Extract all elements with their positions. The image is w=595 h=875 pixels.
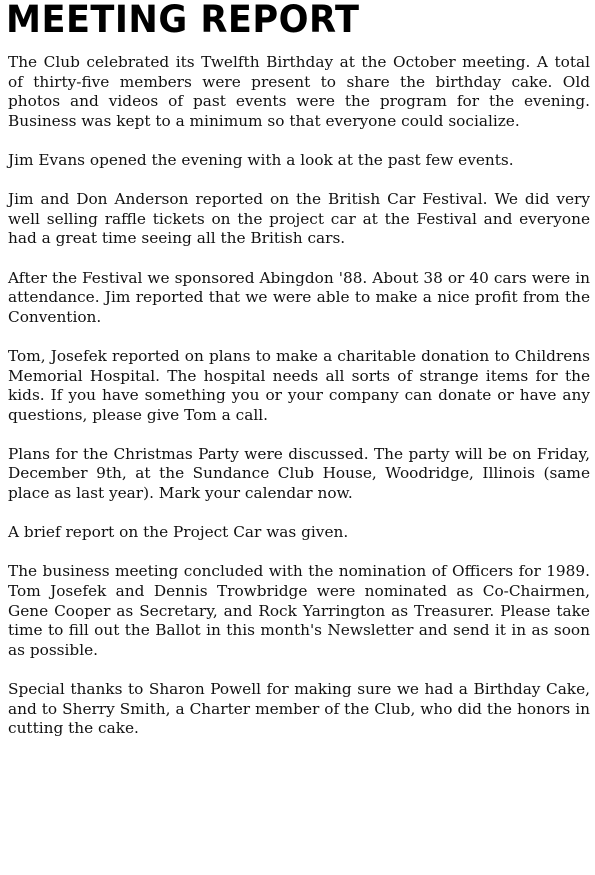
paragraph-nominations: The business meeting concluded with the nomination of Officers for 1989. Tom Josefek and Dennis Trowbridge were nominated as Co-Chairmen, Gene Cooper as Secretary, and Rock Yarrington as Treasurer. Please take time to fill out the Ballot in this month's Newsletter and send it in as soon as possible.	[8, 562, 590, 659]
page-title: MEETING REPORT	[6, 0, 360, 41]
report-body	[8, 53, 590, 758]
paragraph-thanks: Special thanks to Sharon Powell for making sure we had a Birthday Cake, and to Sherry Smith, a Charter member of the Club, who did the honors in cutting the cake.	[8, 680, 590, 738]
paragraph-birthday: The Club celebrated its Twelfth Birthday at the October meeting. A total of thirty-five members were present to share the birthday cake. Old photos and videos of past events were the program for the evening. Business was kept to a minimum so that everyone could socialize.	[8, 53, 590, 130]
paragraph-christmas-party: Plans for the Christmas Party were discussed. The party will be on Friday, December 9th, at the Sundance Club House, Woodridge, Illinois (same place as last year). Mark your calendar now.	[8, 444, 590, 503]
paragraph-project-car: A brief report on the Project Car was given.	[8, 523, 349, 542]
paragraph-opening: Jim Evans opened the evening with a look at the past few events.	[8, 150, 514, 169]
paragraph-abingdon: After the Festival we sponsored Abingdon '88. About 38 or 40 cars were in attendance. Jim reported that we were able to make a nice profit from the Convention.	[8, 268, 590, 326]
paragraph-hospital-donation: Tom, Josefek reported on plans to make a charitable donation to Childrens Memorial Hospital. The hospital needs all sorts of strange items for the kids. If you have something you or your company can donate or have any questions, please give Tom a call.	[8, 346, 590, 424]
paragraph-car-festival: Jim and Don Anderson reported on the British Car Festival. We did very well selling raffle tickets on the project car at the Festival and everyone had a great time seeing all the British cars.	[8, 190, 590, 248]
